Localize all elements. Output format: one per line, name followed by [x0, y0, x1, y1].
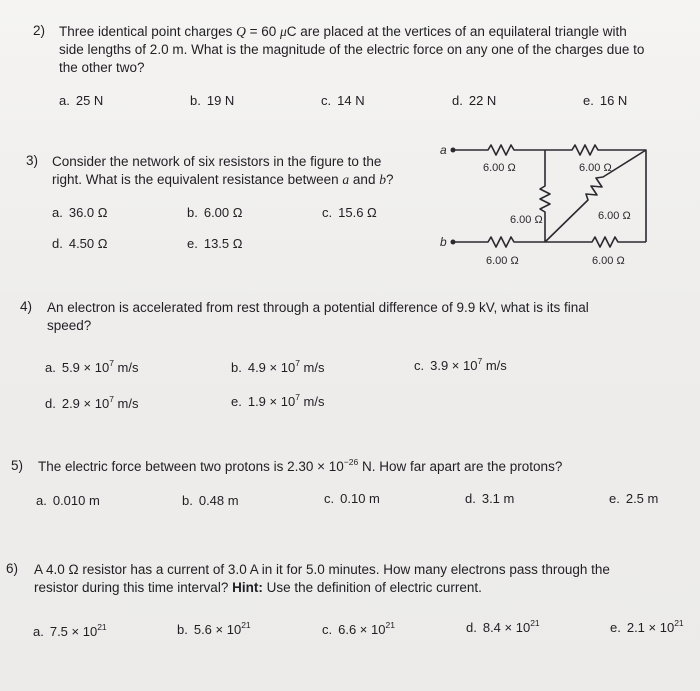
question-4-stem — [47, 299, 667, 335]
q4-option-b[interactable]: b. $4.9 \times 10^7$ m/s — [231, 357, 325, 375]
question-3-line-1: Consider the network of six resistors in the figure to the — [52, 154, 382, 169]
question-2-line-1: Three identical point charges Q = 60 μC are placed at the vertices of an equilateral triangle with — [59, 24, 627, 39]
terminal-b-dot — [451, 240, 456, 245]
node-a-label: a — [440, 143, 447, 157]
q3-option-d[interactable]: d. 4.50 Ω — [52, 236, 108, 251]
question-4-line-2: speed? — [47, 318, 92, 333]
question-6-number: 6) — [6, 561, 19, 576]
q2-option-c[interactable]: c. 14 N — [321, 93, 365, 108]
question-6-stem — [34, 561, 694, 597]
resistor-network-diagram — [436, 138, 660, 272]
q5-option-a[interactable]: a. 0.010 m — [36, 493, 100, 508]
resistor-bottom-left-label: 6.00 Ω — [486, 255, 519, 267]
question-2-number: 2) — [33, 23, 46, 38]
question-3-stem — [52, 153, 432, 189]
q4-option-c[interactable]: c. $3.9 \times 10^7$ m/s — [414, 355, 507, 373]
resistor-bottom-right-label: 6.00 Ω — [592, 255, 625, 267]
q2-option-d[interactable]: d. 22 N — [452, 93, 497, 108]
q5-option-c[interactable]: c. 0.10 m — [324, 491, 380, 506]
q4-option-d[interactable]: d. $2.9 \times 10^7$ m/s — [45, 393, 139, 411]
q3-option-b[interactable]: b. 6.00 Ω — [187, 205, 243, 220]
question-6-line-1: A 4.0 Ω resistor has a current of 3.0 A in it for 5.0 minutes. How many electrons pass through the — [34, 562, 610, 577]
resistor-top-right-label: 6.00 Ω — [579, 162, 612, 174]
question-4-number: 4) — [20, 299, 33, 314]
q2-option-e[interactable]: e. 16 N — [583, 93, 628, 108]
hint-label: Hint: — [232, 580, 263, 595]
resistor-diagonal-label: 6.00 Ω — [598, 210, 631, 222]
q6-option-e[interactable]: e. $2.1 \times 10^{21}$ — [610, 617, 684, 635]
question-2-line-3: the other two? — [59, 60, 145, 75]
question-5-stem — [38, 458, 678, 476]
q4-option-a[interactable]: a. $5.9 \times 10^7$ m/s — [45, 357, 139, 375]
q6-option-a[interactable]: a. $7.5 \times 10^{21}$ — [33, 621, 107, 639]
question-6-line-2: resistor during this time interval? Hint: Use the definition of electric current. — [34, 580, 482, 595]
q3-option-a[interactable]: a. 36.0 Ω — [52, 205, 108, 220]
q5-option-e[interactable]: e. 2.5 m — [609, 491, 659, 506]
question-5-line-1: The electric force between two protons is $2.30 \times 10^{-26}$ N. How far apart are the protons? — [38, 456, 563, 474]
terminal-a-dot — [451, 148, 456, 153]
q5-option-d[interactable]: d. 3.1 m — [465, 491, 515, 506]
q5-option-b[interactable]: b. 0.48 m — [182, 493, 239, 508]
q2-option-b[interactable]: b. 19 N — [190, 93, 235, 108]
question-2-line-2: side lengths of 2.0 m. What is the magnitude of the electric force on any one of the charges due to — [59, 42, 645, 57]
q4-option-e[interactable]: e. $1.9 \times 10^7$ m/s — [231, 391, 325, 409]
question-3-number: 3) — [26, 153, 39, 168]
question-5-number: 5) — [11, 458, 24, 473]
question-3-line-2: right. What is the equivalent resistance between a and b? — [52, 172, 394, 187]
q6-option-b[interactable]: b. $5.6 \times 10^{21}$ — [177, 619, 251, 637]
q2-option-a[interactable]: a. 25 N — [59, 93, 104, 108]
resistor-middle-label: 6.00 Ω — [510, 214, 543, 226]
q3-option-e[interactable]: e. 13.5 Ω — [187, 236, 243, 251]
q6-option-d[interactable]: d. $8.4 \times 10^{21}$ — [466, 617, 540, 635]
q3-option-c[interactable]: c. 15.6 Ω — [322, 205, 377, 220]
bottom-branch-wire — [454, 237, 646, 247]
middle-vertical-wire — [540, 150, 550, 242]
question-4-line-1: An electron is accelerated from rest through a potential difference of 9.9 kV, what is its final — [47, 300, 589, 315]
resistor-top-left-label: 6.00 Ω — [483, 162, 516, 174]
q6-option-c[interactable]: c. $6.6 \times 10^{21}$ — [322, 619, 395, 637]
question-2-stem — [59, 23, 679, 77]
node-b-label: b — [440, 235, 447, 249]
